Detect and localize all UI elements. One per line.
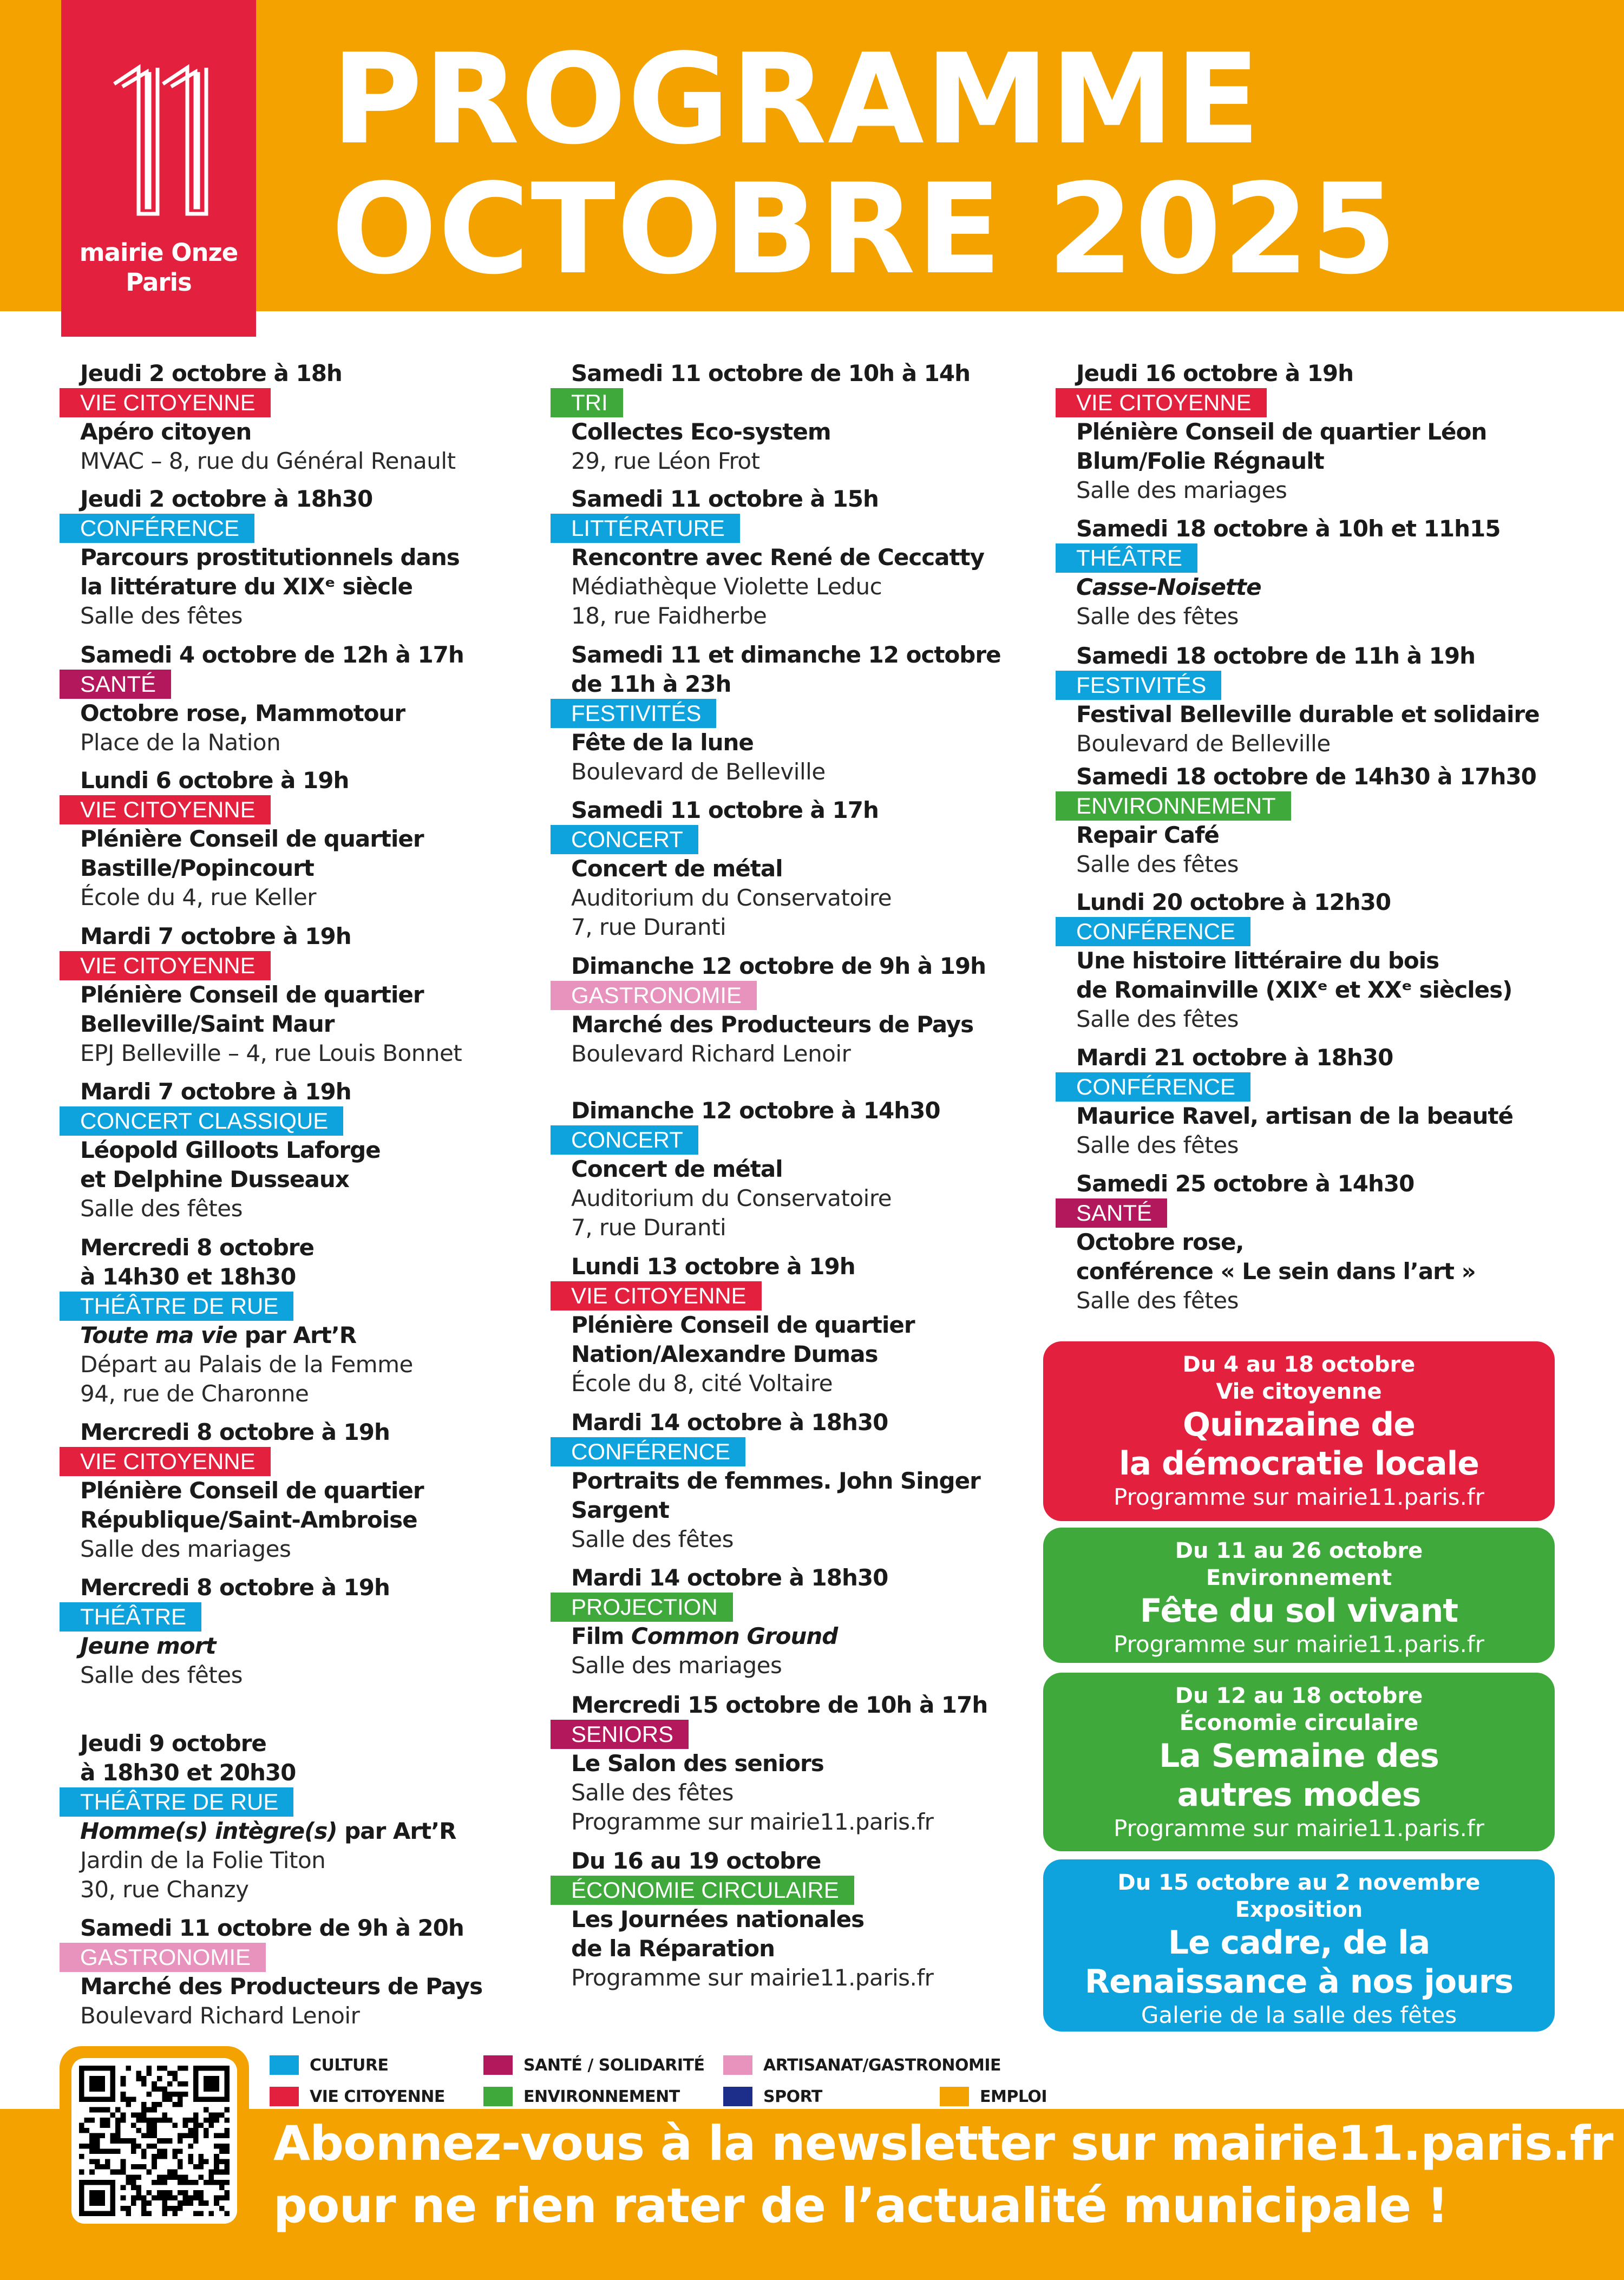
category-tag[interactable]: LITTÉRATURE: [551, 514, 740, 543]
event-title: Maurice Ravel, artisan de la beauté: [1076, 1103, 1513, 1129]
event-title: [1076, 573, 1563, 602]
category-tag[interactable]: CONFÉRENCE: [1056, 917, 1250, 946]
category-tag[interactable]: TRI: [551, 388, 623, 417]
event-title: de Romainville (XIXᵉ et XXᵉ siècles): [1076, 977, 1512, 1003]
event-item: [571, 1691, 1047, 1837]
category-tag[interactable]: VIE CITOYENNE: [551, 1281, 762, 1311]
event-tag-row: [571, 1876, 1047, 1905]
category-tag[interactable]: CONCERT: [551, 825, 698, 854]
event-item: [571, 640, 1047, 787]
event-date: Mercredi 8 octobre: [80, 1234, 314, 1261]
event-item: [571, 952, 1047, 1069]
event-date: Samedi 18 octobre à 10h et 11h15: [1076, 515, 1501, 542]
event-item: [1076, 762, 1563, 879]
mairie-logo[interactable]: [61, 0, 256, 337]
event-title: conférence « Le sein dans l’art »: [1076, 1258, 1476, 1285]
legend-label: ENVIRONNEMENT: [523, 2087, 680, 2106]
category-tag[interactable]: ÉCONOMIE CIRCULAIRE: [551, 1876, 854, 1905]
event-date: Jeudi 9 octobre: [80, 1730, 266, 1757]
event-title: Léopold Gilloots Laforge: [80, 1137, 381, 1163]
event-title: Parcours prostitutionnels dans: [80, 544, 460, 571]
event-title: Apéro citoyen: [80, 418, 252, 445]
highlight-dates: Du 12 au 18 octobre: [1175, 1683, 1423, 1708]
event-tag-row: [571, 981, 1047, 1010]
event-date: Samedi 18 octobre de 14h30 à 17h30: [1076, 763, 1536, 790]
highlight-title: Quinzaine de: [1183, 1406, 1415, 1444]
event-date-cont: de 11h à 23h: [571, 671, 731, 697]
category-tag[interactable]: THÉÂTRE DE RUE: [60, 1292, 293, 1321]
event-place: Programme sur mairie11.paris.fr: [571, 1809, 934, 1835]
event-place: École du 8, cité Voltaire: [571, 1370, 833, 1397]
category-tag[interactable]: THÉÂTRE: [1056, 543, 1197, 573]
event-place: Boulevard Richard Lenoir: [80, 2002, 360, 2029]
event-place: Salle des fêtes: [1076, 1132, 1239, 1158]
event-date: Samedi 11 octobre à 15h: [571, 486, 879, 512]
highlight-subtitle: Programme sur mairie11.paris.fr: [1114, 1631, 1484, 1657]
event-date: Mardi 21 octobre à 18h30: [1076, 1044, 1393, 1071]
event-title: Octobre rose,: [1076, 1229, 1244, 1255]
highlight-category: Vie citoyenne: [1216, 1379, 1382, 1404]
event-tag-row: [80, 1787, 556, 1817]
highlight-category: Économie circulaire: [1179, 1711, 1419, 1735]
event-date: Samedi 11 octobre de 10h à 14h: [571, 360, 971, 386]
highlight-democratie-locale[interactable]: [1043, 1341, 1555, 1521]
event-item: [80, 359, 556, 476]
event-title-italic: Common Ground: [631, 1623, 838, 1649]
highlight-autres-modes[interactable]: [1043, 1673, 1555, 1851]
event-title: Les Journées nationales: [571, 1906, 865, 1932]
highlight-title: Fête du sol vivant: [1140, 1592, 1458, 1630]
category-tag[interactable]: SENIORS: [551, 1720, 689, 1749]
event-date: Samedi 11 et dimanche 12 octobre: [571, 641, 1001, 668]
event-place: Salle des mariages: [1076, 477, 1287, 503]
event-date: Dimanche 12 octobre de 9h à 19h: [571, 953, 986, 979]
event-tag-row: [80, 1943, 556, 1972]
event-item: [80, 766, 556, 912]
legend-item-culture: [270, 2052, 388, 2079]
event-place: 94, rue de Charonne: [80, 1380, 309, 1407]
legend-swatch: [483, 2055, 513, 2075]
event-title: Festival Belleville durable et solidaire: [1076, 701, 1540, 728]
event-date: Samedi 11 octobre de 9h à 20h: [80, 1915, 464, 1941]
legend-swatch: [483, 2087, 513, 2106]
event-place: Salle des fêtes: [571, 1779, 734, 1806]
event-date: Jeudi 2 octobre à 18h30: [80, 486, 373, 512]
category-tag[interactable]: CONCERT CLASSIQUE: [60, 1106, 343, 1136]
event-item: [571, 1563, 1047, 1680]
event-item: [80, 1418, 556, 1564]
legend-swatch: [270, 2087, 299, 2106]
event-place: Programme sur mairie11.paris.fr: [571, 1964, 934, 1991]
event-title: [80, 1321, 556, 1350]
category-tag[interactable]: VIE CITOYENNE: [1056, 388, 1267, 417]
highlight-dates: Du 11 au 26 octobre: [1175, 1538, 1423, 1563]
event-tag-row: [80, 388, 556, 417]
event-tag-row: [1076, 543, 1563, 573]
event-date: Jeudi 16 octobre à 19h: [1076, 360, 1354, 386]
event-place: Boulevard Richard Lenoir: [571, 1040, 851, 1067]
event-tag-row: [571, 1281, 1047, 1311]
event-title: Concert de métal: [571, 1156, 783, 1182]
event-tag-row: [1076, 388, 1563, 417]
category-tag[interactable]: PROJECTION: [551, 1593, 733, 1622]
event-tag-row: [80, 1447, 556, 1476]
highlight-title: Le cadre, de la: [1168, 1924, 1430, 1962]
event-date: Mercredi 15 octobre de 10h à 17h: [571, 1692, 988, 1718]
event-place: MVAC – 8, rue du Général Renault: [80, 448, 456, 474]
event-item: [1076, 514, 1563, 631]
event-place: Place de la Nation: [80, 729, 281, 756]
event-place: EPJ Belleville – 4, rue Louis Bonnet: [80, 1040, 462, 1066]
newsletter-text-line2: pour ne rien rater de l’actualité municipale !: [273, 2178, 1448, 2233]
event-title: [80, 1632, 556, 1661]
event-item: [80, 922, 556, 1068]
event-tag-row: [80, 1602, 556, 1632]
event-item: [80, 1914, 556, 2030]
event-place: Salle des fêtes: [571, 1526, 734, 1552]
event-title: Marché des Producteurs de Pays: [571, 1011, 974, 1038]
event-place: Jardin de la Folie Titon: [80, 1847, 326, 1873]
category-tag[interactable]: GASTRONOMIE: [60, 1943, 266, 1972]
event-title: Octobre rose, Mammotour: [80, 700, 405, 726]
logo-text: mairie Onze: [79, 238, 238, 267]
event-place: Salle des fêtes: [1076, 1006, 1239, 1032]
event-date-cont: à 18h30 et 20h30: [80, 1759, 296, 1786]
legend-item-sport: [723, 2083, 822, 2110]
event-date: Samedi 25 octobre à 14h30: [1076, 1170, 1415, 1197]
event-title: Portraits de femmes. John Singer: [571, 1467, 980, 1494]
event-title-prefix: Film: [571, 1623, 631, 1649]
event-tag-row: [571, 825, 1047, 854]
legend-label: EMPLOI: [980, 2087, 1047, 2106]
event-date: Lundi 6 octobre à 19h: [80, 767, 349, 794]
event-date: Jeudi 2 octobre à 18h: [80, 360, 342, 386]
event-place: Salle des fêtes: [1076, 603, 1239, 630]
event-title: Repair Café: [1076, 822, 1219, 848]
event-title-suffix: par Art’R: [237, 1322, 357, 1348]
event-item: [80, 484, 556, 631]
event-item: [1076, 641, 1563, 758]
event-title: [571, 1622, 1047, 1651]
event-item: [1076, 888, 1563, 1034]
event-place: Salle des fêtes: [1076, 1287, 1239, 1314]
highlight-title: Renaissance à nos jours: [1084, 1963, 1514, 2001]
event-place: Médiathèque Violette Leduc: [571, 573, 882, 600]
event-item: [1076, 359, 1563, 505]
category-tag[interactable]: VIE CITOYENNE: [60, 1447, 271, 1476]
category-tag[interactable]: ENVIRONNEMENT: [1056, 791, 1291, 821]
highlight-exposition-cadre[interactable]: [1043, 1859, 1555, 2032]
category-tag[interactable]: CONFÉRENCE: [551, 1437, 745, 1466]
category-tag[interactable]: FESTIVITÉS: [1056, 671, 1221, 700]
event-place: Salle des mariages: [571, 1652, 782, 1679]
page-title-line2: OCTOBRE 2025: [331, 158, 1398, 302]
event-tag-row: [571, 1593, 1047, 1622]
event-tag-row: [1076, 917, 1563, 946]
event-title: Fête de la lune: [571, 729, 754, 756]
event-title: Plénière Conseil de quartier: [80, 825, 424, 852]
event-place: 7, rue Duranti: [571, 1214, 726, 1241]
event-title: Blum/Folie Régnault: [1076, 448, 1324, 474]
category-tag[interactable]: VIE CITOYENNE: [60, 951, 271, 980]
event-place: 18, rue Faidherbe: [571, 602, 767, 629]
legend-swatch: [270, 2055, 299, 2075]
event-date: Mercredi 8 octobre à 19h: [80, 1574, 390, 1601]
event-tag-row: [571, 699, 1047, 728]
highlight-subtitle: Galerie de la salle des fêtes: [1141, 2002, 1457, 2028]
legend-label: VIE CITOYENNE: [310, 2087, 445, 2106]
legend-swatch: [723, 2087, 752, 2106]
event-tag-row: [80, 951, 556, 980]
event-date: Lundi 20 octobre à 12h30: [1076, 889, 1391, 915]
event-title-italic: Jeune mort: [80, 1633, 216, 1659]
category-tag[interactable]: SANTÉ: [60, 670, 171, 699]
category-tag[interactable]: CONFÉRENCE: [60, 514, 254, 543]
event-item: [571, 1252, 1047, 1398]
event-title: Collectes Eco-system: [571, 418, 831, 445]
event-item: [80, 640, 556, 757]
event-tag-row: [80, 670, 556, 699]
event-tag-row: [80, 514, 556, 543]
event-title: Le Salon des seniors: [571, 1750, 824, 1777]
highlight-title: la démocratie locale: [1119, 1445, 1479, 1483]
event-title-italic: Toute ma vie: [80, 1322, 238, 1348]
event-title-italic: Homme(s) intègre(s): [80, 1818, 337, 1844]
category-tag[interactable]: CONCERT: [551, 1125, 698, 1155]
page-title-line1: PROGRAMME: [331, 28, 1261, 172]
highlight-category: Environnement: [1206, 1565, 1392, 1590]
event-place: Salle des fêtes: [80, 1195, 243, 1222]
event-tag-row: [1076, 1072, 1563, 1102]
legend-item-sante: [483, 2052, 704, 2079]
highlight-subtitle: Programme sur mairie11.paris.fr: [1114, 1815, 1484, 1842]
event-place: 29, rue Léon Frot: [571, 448, 760, 474]
event-date: Samedi 4 octobre de 12h à 17h: [80, 641, 464, 668]
event-tag-row: [571, 514, 1047, 543]
category-tag[interactable]: VIE CITOYENNE: [60, 795, 271, 824]
event-tag-row: [80, 1292, 556, 1321]
event-date: Mercredi 8 octobre à 19h: [80, 1419, 390, 1445]
highlight-subtitle: Programme sur mairie11.paris.fr: [1114, 1484, 1484, 1510]
event-title: Rencontre avec René de Ceccatty: [571, 544, 984, 571]
event-title: Plénière Conseil de quartier Léon: [1076, 418, 1487, 445]
event-date: Samedi 11 octobre à 17h: [571, 797, 879, 823]
legend-item-vie-citoyenne: [270, 2083, 445, 2110]
event-place: Auditorium du Conservatoire: [571, 885, 892, 911]
highlight-category: Exposition: [1235, 1897, 1363, 1922]
logo-subtext: Paris: [126, 268, 192, 297]
event-item: [571, 796, 1047, 942]
event-item: [571, 359, 1047, 476]
category-tag[interactable]: CONFÉRENCE: [1056, 1072, 1250, 1102]
qr-code-frame[interactable]: [60, 2046, 249, 2236]
event-title: [80, 1817, 556, 1846]
event-title: et Delphine Dusseaux: [80, 1166, 349, 1193]
qr-code-icon[interactable]: [71, 2058, 237, 2224]
event-title: Belleville/Saint Maur: [80, 1011, 335, 1037]
event-place: Salle des fêtes: [80, 602, 243, 629]
event-title: Sargent: [571, 1497, 669, 1523]
event-tag-row: [80, 795, 556, 824]
event-tag-row: [1076, 671, 1563, 700]
event-title: Marché des Producteurs de Pays: [80, 1973, 483, 2000]
event-item: [571, 1408, 1047, 1554]
event-tag-row: [571, 1720, 1047, 1749]
highlight-title: La Semaine des: [1159, 1737, 1439, 1775]
event-title: Nation/Alexandre Dumas: [571, 1341, 878, 1367]
highlight-title: autres modes: [1177, 1776, 1421, 1814]
event-place: Salle des fêtes: [80, 1662, 243, 1688]
event-item: [571, 1096, 1047, 1242]
event-tag-row: [571, 1437, 1047, 1466]
event-place: 30, rue Chanzy: [80, 1876, 249, 1903]
event-date: Mardi 7 octobre à 19h: [80, 923, 351, 949]
event-place: Départ au Palais de la Femme: [80, 1351, 413, 1378]
event-date: Mardi 14 octobre à 18h30: [571, 1409, 888, 1436]
event-item: [80, 1233, 556, 1408]
event-place: Auditorium du Conservatoire: [571, 1185, 892, 1211]
highlight-dates: Du 4 au 18 octobre: [1182, 1352, 1416, 1377]
category-tag[interactable]: GASTRONOMIE: [551, 981, 757, 1010]
category-tag[interactable]: THÉÂTRE DE RUE: [60, 1787, 293, 1817]
highlight-sol-vivant[interactable]: [1043, 1528, 1555, 1663]
event-title: Bastille/Popincourt: [80, 855, 314, 881]
event-date-cont: à 14h30 et 18h30: [80, 1263, 296, 1290]
event-tag-row: [571, 1125, 1047, 1155]
highlight-dates: Du 15 octobre au 2 novembre: [1117, 1870, 1481, 1895]
event-place: Salle des mariages: [80, 1536, 291, 1562]
qr-code-graphic: [79, 2066, 230, 2216]
event-date: Mardi 7 octobre à 19h: [80, 1078, 351, 1105]
event-title: Concert de métal: [571, 855, 783, 882]
event-item: [571, 1846, 1047, 1993]
legend-swatch: [723, 2055, 752, 2075]
event-title: Une histoire littéraire du bois: [1076, 947, 1439, 974]
event-title: République/Saint-Ambroise: [80, 1506, 417, 1533]
event-title: Plénière Conseil de quartier: [80, 981, 424, 1008]
event-item: [80, 1729, 556, 1904]
legend-item-environnement: [483, 2083, 680, 2110]
category-tag[interactable]: FESTIVITÉS: [551, 699, 716, 728]
legend-item-gastronomie: [723, 2052, 1001, 2079]
event-tag-row: [80, 1106, 556, 1136]
event-date: Mardi 14 octobre à 18h30: [571, 1564, 888, 1591]
event-title: Plénière Conseil de quartier: [80, 1477, 424, 1504]
newsletter-text-line1[interactable]: Abonnez-vous à la newsletter sur mairie11.paris.fr: [273, 2115, 1613, 2171]
event-title: Plénière Conseil de quartier: [571, 1312, 915, 1338]
event-tag-row: [1076, 791, 1563, 821]
event-date: Dimanche 12 octobre à 14h30: [571, 1097, 940, 1124]
event-tag-row: [1076, 1198, 1563, 1228]
event-title: de la Réparation: [571, 1935, 775, 1962]
legend-label: ARTISANAT/GASTRONOMIE: [763, 2055, 1001, 2075]
legend-item-emploi: [940, 2083, 1047, 2110]
event-item: [80, 1077, 556, 1223]
event-place: Boulevard de Belleville: [571, 758, 826, 785]
event-place: 7, rue Duranti: [571, 914, 726, 940]
category-tag[interactable]: VIE CITOYENNE: [60, 388, 271, 417]
event-place: École du 4, rue Keller: [80, 884, 317, 910]
event-date: Samedi 18 octobre de 11h à 19h: [1076, 643, 1476, 669]
legend-label: CULTURE: [310, 2055, 389, 2075]
event-item: [1076, 1043, 1563, 1160]
event-place: Boulevard de Belleville: [1076, 730, 1331, 757]
category-tag[interactable]: THÉÂTRE: [60, 1602, 201, 1632]
event-title-suffix: par Art’R: [337, 1818, 456, 1844]
event-tag-row: [571, 388, 1047, 417]
category-tag[interactable]: SANTÉ: [1056, 1198, 1167, 1228]
category-legend: [270, 2046, 1082, 2117]
event-item: [571, 484, 1047, 631]
eleven-logo-icon: [109, 62, 212, 219]
event-title: la littérature du XIXᵉ siècle: [80, 573, 413, 600]
event-title-italic: Casse-Noisette: [1076, 574, 1261, 600]
event-date: Lundi 13 octobre à 19h: [571, 1253, 855, 1280]
legend-label: SANTÉ / SOLIDARITÉ: [523, 2055, 705, 2075]
event-place: Salle des fêtes: [1076, 851, 1239, 877]
legend-swatch: [940, 2087, 969, 2106]
legend-label: SPORT: [763, 2087, 822, 2106]
event-item: [1076, 1169, 1563, 1315]
event-item: [80, 1573, 556, 1690]
event-date: Du 16 au 19 octobre: [571, 1847, 821, 1874]
